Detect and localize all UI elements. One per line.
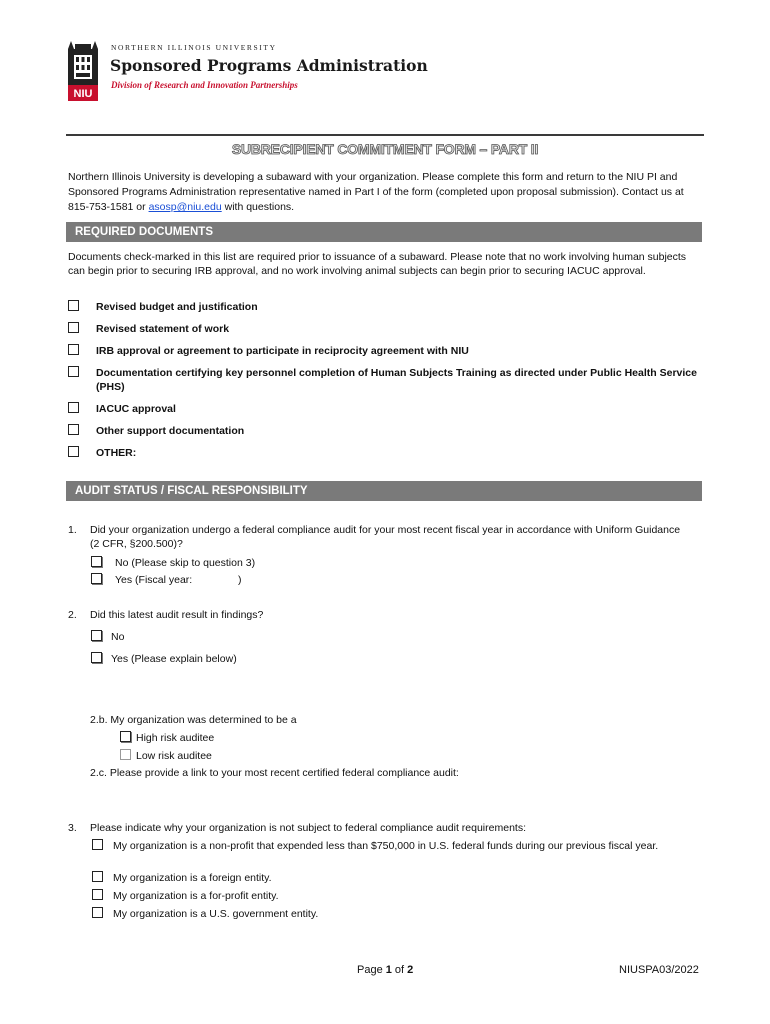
q1-number: 1.	[68, 524, 77, 536]
checkbox-irb-approval[interactable]	[68, 344, 79, 355]
q1-text: Did your organization undergo a federal compliance audit for your most recent fiscal year in accordance with Uniform Guidance (2 CFR, §200.500)?	[90, 524, 681, 550]
q2b-text: 2.b. My organization was determined to be a	[90, 714, 297, 726]
q2-number: 2.	[68, 609, 77, 621]
q1-no-checkbox[interactable]	[91, 556, 102, 567]
q3-text: Please indicate why your organization is not subject to federal compliance audit requirements:	[90, 822, 526, 834]
req-item-label: Revised budget and justification	[96, 301, 258, 313]
required-documents-intro: Documents check-marked in this list are required prior to issuance of a subaward. Please note that no work involving human subjects can begin prior to securing IRB approval, and no work involving animal subjects can begin prior to securing IACUC approval.	[68, 251, 687, 277]
q3-option-label: My organization is a for-profit entity.	[113, 890, 279, 902]
q2b-high-risk-label: High risk auditee	[136, 732, 215, 744]
q2-no-label: No	[111, 631, 125, 643]
checkbox-iacuc-approval[interactable]	[68, 402, 79, 413]
intro-paragraph: Northern Illinois University is developing a subaward with your organization. Please complete this form and return to the NIU PI and Sponsored Programs Administration representative named in Part I of the form (completed upon proposal submission). Contact us at 815-753-1581 or asosp@niu.edu with questions.	[68, 171, 684, 213]
audit-heading: AUDIT STATUS / FISCAL RESPONSIBILITY	[66, 481, 702, 501]
checkbox-revised-sow[interactable]	[68, 322, 79, 333]
department-name: Sponsored Programs Administration	[110, 56, 428, 75]
niu-logo	[66, 39, 100, 101]
logo-text: NIU	[73, 88, 93, 100]
q2-no-checkbox[interactable]	[91, 630, 102, 641]
form-code: NIUSPA03/2022	[619, 964, 699, 976]
req-item-label: Revised statement of work	[96, 323, 230, 335]
req-item-label: Other support documentation	[96, 425, 245, 437]
q3-option-label: My organization is a foreign entity.	[113, 872, 272, 884]
checkbox-revised-budget[interactable]	[68, 300, 79, 311]
q3-option-label: My organization is a U.S. government entity.	[113, 908, 319, 920]
contact-email-link[interactable]: asosp@niu.edu	[148, 201, 222, 213]
checkbox-other[interactable]	[68, 446, 79, 457]
q3-option-label: My organization is a non-profit that expended less than $750,000 in U.S. federal funds during our previous fiscal year.	[113, 840, 659, 852]
division-name: Division of Research and Innovation Partnerships	[111, 80, 298, 90]
page-number: Page 1 of 2	[357, 964, 414, 976]
req-item-label: Documentation certifying key personnel completion of Human Subjects Training as directed under Public Health Service (PHS)	[96, 367, 697, 393]
req-item-label: OTHER:	[96, 447, 137, 459]
q3-nonprofit-checkbox[interactable]	[92, 839, 103, 850]
q2-text: Did this latest audit result in findings?	[90, 609, 264, 621]
q2c-text: 2.c. Please provide a link to your most recent certified federal compliance audit:	[90, 767, 459, 779]
q2-yes-checkbox[interactable]	[91, 652, 102, 663]
q2b-high-risk-checkbox[interactable]	[120, 731, 131, 742]
q2b-low-risk-checkbox[interactable]	[120, 749, 131, 760]
q3-number: 3.	[68, 822, 77, 834]
q2b-low-risk-label: Low risk auditee	[136, 750, 212, 762]
q3-foreign-checkbox[interactable]	[92, 871, 103, 882]
q1-no-label: No (Please skip to question 3)	[115, 557, 256, 569]
q2-yes-label: Yes (Please explain below)	[111, 653, 237, 665]
q3-forprofit-checkbox[interactable]	[92, 889, 103, 900]
q3-government-checkbox[interactable]	[92, 907, 103, 918]
form-title: SUBRECIPIENT COMMITMENT FORM – PART II	[231, 141, 539, 157]
checkbox-other-support[interactable]	[68, 424, 79, 435]
q1-yes-label: Yes (Fiscal year:	[115, 574, 193, 586]
req-item-label: IACUC approval	[96, 403, 176, 415]
checkbox-human-subjects-training[interactable]	[68, 366, 79, 377]
required-documents-heading: REQUIRED DOCUMENTS	[66, 222, 702, 242]
university-name: NORTHERN ILLINOIS UNIVERSITY	[111, 43, 277, 52]
q1-yes-checkbox[interactable]	[91, 573, 102, 584]
header-rule	[66, 134, 704, 136]
req-item-label: IRB approval or agreement to participate in reciprocity agreement with NIU	[96, 345, 469, 357]
q1-yes-close: )	[238, 574, 242, 586]
